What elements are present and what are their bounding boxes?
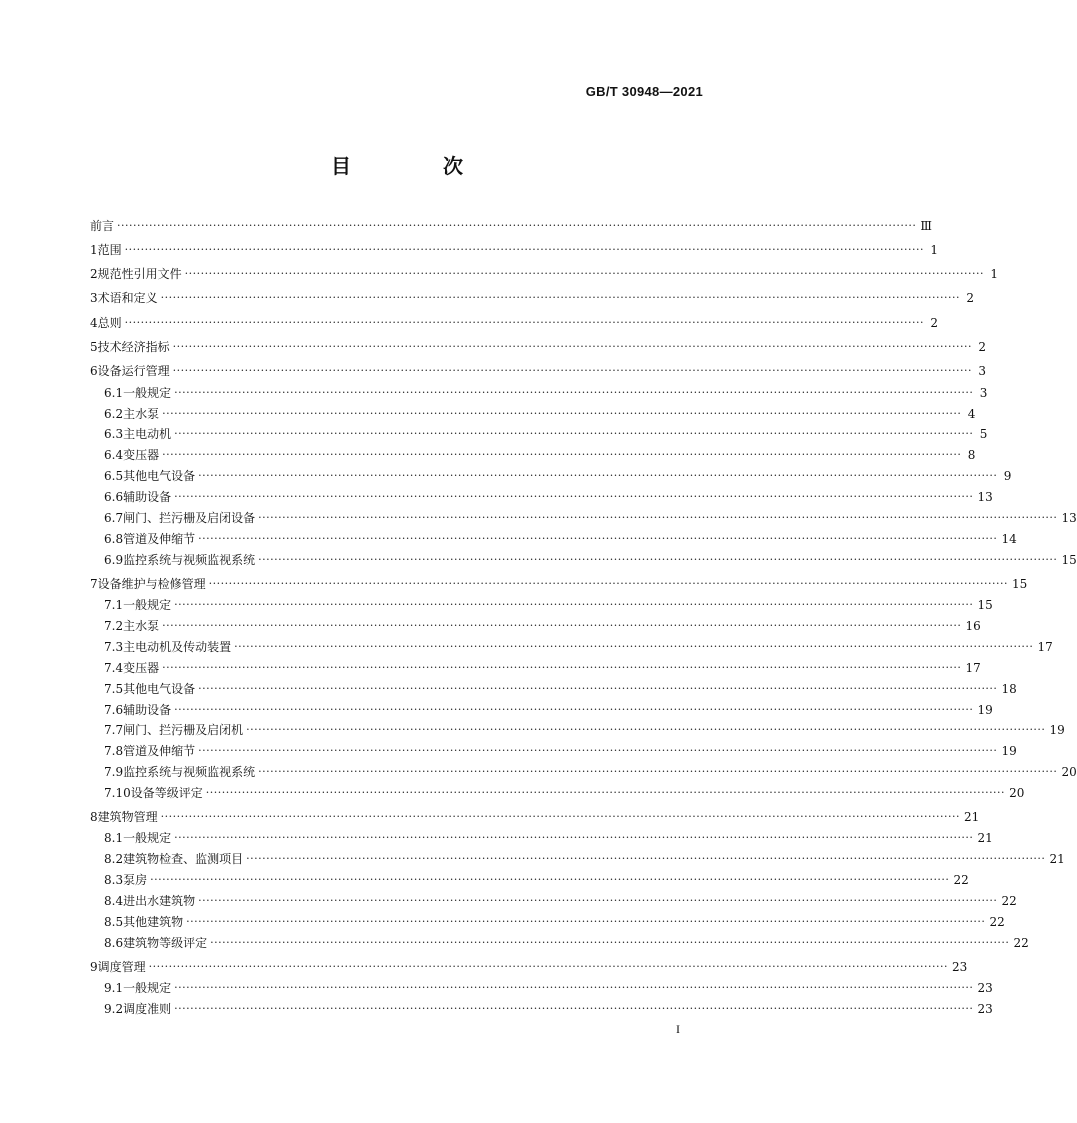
toc-entry-page: 15 <box>977 598 993 612</box>
toc-entry-title: 技术经济指标 <box>97 340 170 354</box>
toc-entry-number: 7.2 <box>104 619 124 633</box>
toc-entry-page: 22 <box>1001 894 1017 908</box>
toc-section-entry[interactable] <box>104 700 993 720</box>
toc-entry-page: 19 <box>1049 723 1065 737</box>
toc-section-entry[interactable] <box>104 679 1017 699</box>
toc-entry-number: 7.5 <box>104 682 124 696</box>
toc-entry-number: 6.2 <box>104 407 124 421</box>
toc-entry-title: 调度管理 <box>97 960 146 974</box>
toc-dot-leader: ········································································································································································································ <box>184 267 984 280</box>
toc-entry-number: 6.3 <box>104 427 124 441</box>
toc-entry-title: 建筑物检查、监测项目 <box>123 852 244 866</box>
toc-dot-leader: ········································································································································································································ <box>174 1002 974 1015</box>
toc-entry-page: 3 <box>979 386 988 400</box>
toc-section-entry[interactable] <box>104 616 981 636</box>
toc-entry-page: 1 <box>930 243 938 257</box>
toc-section-entry[interactable] <box>104 424 988 444</box>
toc-dot-leader: ········································································································································································································ <box>174 386 974 399</box>
toc-entry-title: 闸门、拦污栅及启闭机 <box>123 723 244 737</box>
toc-entry-number: 7.6 <box>104 703 124 717</box>
toc-dot-leader: ········································································································································································································ <box>117 219 917 232</box>
toc-entry-number: 6.9 <box>104 553 124 567</box>
toc-entry-title: 主水泵 <box>123 619 160 633</box>
toc-entry-page: 15 <box>1061 553 1077 567</box>
toc-entry-title: 一般规定 <box>123 831 172 845</box>
toc-dot-leader: ········································································································································································································ <box>198 682 998 695</box>
toc-chapter-entry[interactable] <box>90 288 974 308</box>
toc-dot-leader: ········································································································································································································ <box>186 915 986 928</box>
toc-entry-title: 术语和定义 <box>97 291 158 305</box>
toc-section-entry[interactable] <box>104 508 1077 528</box>
toc-entry-page: 20 <box>1061 765 1077 779</box>
toc-entry-page: 14 <box>1001 532 1017 546</box>
toc-dot-leader: ········································································································································································································ <box>162 448 962 461</box>
toc-entry-page: 16 <box>965 619 981 633</box>
toc-entry-page: 15 <box>1011 577 1028 591</box>
toc-entry-page: 20 <box>1009 786 1025 800</box>
toc-section-entry[interactable] <box>104 870 969 890</box>
toc-section-entry[interactable] <box>104 849 1065 869</box>
toc-entry-title: 设备等级评定 <box>130 786 203 800</box>
document-code: GB/T 30948—2021 <box>585 84 703 99</box>
toc-dot-leader: ········································································································································································································ <box>246 852 1046 865</box>
toc-entry-number: 4 <box>90 316 98 330</box>
toc-entry-number: 7 <box>90 577 98 591</box>
toc-entry-number: 7.1 <box>104 598 124 612</box>
toc-entry-number: 9.1 <box>104 981 124 995</box>
toc-entry-number: 3 <box>90 291 98 305</box>
toc-section-entry[interactable] <box>104 741 1017 761</box>
toc-dot-leader: ········································································································································································································ <box>258 553 1058 566</box>
toc-entry-title: 主电动机及传动装置 <box>123 640 232 654</box>
toc-entry-title: 前言 <box>90 219 115 233</box>
toc-entry-title: 管道及伸缩节 <box>123 744 196 758</box>
toc-entry-number: 6 <box>90 364 98 378</box>
toc-section-entry[interactable] <box>104 720 1065 740</box>
toc-dot-leader: ········································································································································································································ <box>258 765 1058 778</box>
toc-dot-leader: ········································································································································································································ <box>246 723 1046 736</box>
toc-chapter-entry[interactable] <box>90 313 938 333</box>
toc-dot-leader: ········································································································································································································ <box>174 598 974 611</box>
toc-entry-number: 6.4 <box>104 448 124 462</box>
toc-entry-page: 2 <box>966 291 974 305</box>
toc-entry-number: 8.2 <box>104 852 124 866</box>
toc-dot-leader: ········································································································································································································ <box>234 640 1034 653</box>
toc-dot-leader: ········································································································································································································ <box>162 661 962 674</box>
toc-entry-title: 监控系统与视频监视系统 <box>123 553 256 567</box>
page-number: I <box>676 1022 680 1036</box>
toc-entry-title: 设备运行管理 <box>97 364 170 378</box>
toc-entry-title: 总则 <box>97 316 122 330</box>
toc-section-entry[interactable] <box>104 658 981 678</box>
toc-entry-number: 8.6 <box>104 936 124 950</box>
toc-entry-page: 8 <box>967 448 976 462</box>
toc-section-entry[interactable] <box>104 912 1005 932</box>
toc-entry-page: 17 <box>965 661 981 675</box>
toc-entry-number: 7.4 <box>104 661 124 675</box>
toc-entry-number: 6.6 <box>104 490 124 504</box>
toc-entry-page: 22 <box>1013 936 1029 950</box>
toc-entry-page: 18 <box>1001 682 1017 696</box>
toc-chapter-entry[interactable] <box>90 240 938 260</box>
toc-entry-number: 7.10 <box>104 786 131 800</box>
toc-entry-number: 7.9 <box>104 765 124 779</box>
toc-section-entry[interactable] <box>104 445 976 465</box>
toc-entry-page: 1 <box>990 267 998 281</box>
toc-entry-number: 8 <box>90 810 98 824</box>
toc-entry-page: 21 <box>977 831 993 845</box>
toc-dot-leader: ········································································································································································································ <box>162 619 962 632</box>
toc-entry-title: 设备维护与检修管理 <box>97 577 206 591</box>
toc-dot-leader: ········································································································································································································ <box>208 577 1008 590</box>
toc-entry-number: 7.7 <box>104 723 124 737</box>
toc-entry-page: 22 <box>953 873 969 887</box>
toc-entry-number: 6.7 <box>104 511 124 525</box>
toc-section-entry[interactable] <box>104 550 1077 570</box>
toc-entry-number: 8.3 <box>104 873 124 887</box>
toc-dot-leader: ········································································································································································································ <box>198 532 998 545</box>
toc-dot-leader: ········································································································································································································ <box>174 427 974 440</box>
toc-entry-title: 主电动机 <box>123 427 172 441</box>
toc-dot-leader: ········································································································································································································ <box>174 981 974 994</box>
toc-section-entry[interactable] <box>104 933 1029 953</box>
toc-dot-leader: ········································································································································································································ <box>174 831 974 844</box>
toc-entry-number: 6.1 <box>104 386 124 400</box>
toc-entry-title: 进出水建筑物 <box>123 894 196 908</box>
toc-dot-leader: ········································································································································································································ <box>160 810 960 823</box>
toc-entry-title: 辅助设备 <box>123 703 172 717</box>
toc-entry-page: 3 <box>978 364 986 378</box>
toc-section-entry[interactable] <box>104 383 988 403</box>
toc-entry-number: 6.5 <box>104 469 124 483</box>
toc-entry-title: 其他电气设备 <box>123 682 196 696</box>
toc-entry-title: 一般规定 <box>123 981 172 995</box>
toc-entry-page: 5 <box>979 427 988 441</box>
toc-entry-title: 管道及伸缩节 <box>123 532 196 546</box>
toc-entry-title: 闸门、拦污栅及启闭设备 <box>123 511 256 525</box>
toc-entry-title: 范围 <box>97 243 122 257</box>
toc-entry-page: 9 <box>1003 469 1012 483</box>
toc-entry-page: 23 <box>977 981 993 995</box>
toc-chapter-entry[interactable] <box>90 264 998 284</box>
toc-chapter-entry[interactable] <box>90 957 968 977</box>
toc-entry-page: 21 <box>963 810 980 824</box>
toc-dot-leader: ········································································································································································································ <box>198 894 998 907</box>
toc-section-entry[interactable] <box>104 487 993 507</box>
toc-dot-leader: ········································································································································································································ <box>198 744 998 757</box>
toc-entry-title: 泵房 <box>123 873 148 887</box>
toc-entry-page: 13 <box>977 490 993 504</box>
toc-entry-page: 21 <box>1049 852 1065 866</box>
toc-entry-title: 一般规定 <box>123 386 172 400</box>
toc-entry-number: 8.1 <box>104 831 124 845</box>
toc-entry-number: 7.3 <box>104 640 124 654</box>
toc-section-entry[interactable] <box>104 529 1017 549</box>
toc-entry-title: 变压器 <box>123 448 160 462</box>
toc-entry-page: 23 <box>951 960 968 974</box>
toc-entry-number: 7.8 <box>104 744 124 758</box>
toc-entry-number: 5 <box>90 340 98 354</box>
toc-section-entry[interactable] <box>104 762 1077 782</box>
toc-entry-title: 变压器 <box>123 661 160 675</box>
toc-entry-page: 13 <box>1061 511 1077 525</box>
toc-entry-title: 规范性引用文件 <box>97 267 182 281</box>
toc-entry-title: 建筑物等级评定 <box>123 936 208 950</box>
toc-entry-page: 22 <box>989 915 1005 929</box>
toc-entry-page: Ⅲ <box>920 219 932 233</box>
toc-dot-leader: ········································································································································································································ <box>210 936 1010 949</box>
toc-section-entry[interactable] <box>104 466 1012 486</box>
toc-dot-leader: ········································································································································································································ <box>172 340 972 353</box>
toc-dot-leader: ········································································································································································································ <box>160 291 960 304</box>
toc-dot-leader: ········································································································································································································ <box>150 873 950 886</box>
toc-entry-number: 1 <box>90 243 98 257</box>
toc-entry-title: 调度准则 <box>123 1002 172 1016</box>
toc-entry-page: 2 <box>930 316 938 330</box>
toc-entry-title: 辅助设备 <box>123 490 172 504</box>
toc-dot-leader: ········································································································································································································ <box>124 243 924 256</box>
toc-entry-page: 17 <box>1037 640 1053 654</box>
toc-entry-number: 8.5 <box>104 915 124 929</box>
toc-entry-title: 主水泵 <box>123 407 160 421</box>
toc-entry-title: 其他建筑物 <box>123 915 184 929</box>
toc-entry-title: 监控系统与视频监视系统 <box>123 765 256 779</box>
toc-entry-page: 2 <box>978 340 986 354</box>
toc-dot-leader: ········································································································································································································ <box>205 786 1006 799</box>
toc-dot-leader: ········································································································································································································ <box>172 364 972 377</box>
toc-section-entry[interactable] <box>104 891 1017 911</box>
toc-entry-page: 23 <box>977 1002 993 1016</box>
toc-chapter-entry[interactable] <box>90 216 932 236</box>
toc-entry-number: 2 <box>90 267 98 281</box>
toc-dot-leader: ········································································································································································································ <box>124 316 924 329</box>
toc-entry-number: 6.8 <box>104 532 124 546</box>
toc-chapter-entry[interactable] <box>90 807 980 827</box>
toc-entry-number: 8.4 <box>104 894 124 908</box>
page-title: 目 次 <box>331 154 499 178</box>
toc-entry-page: 19 <box>977 703 993 717</box>
toc-chapter-entry[interactable] <box>90 574 1028 594</box>
toc-dot-leader: ········································································································································································································ <box>148 960 948 973</box>
toc-dot-leader: ········································································································································································································ <box>174 490 974 503</box>
toc-entry-title: 一般规定 <box>123 598 172 612</box>
toc-section-entry[interactable] <box>104 783 1025 803</box>
toc-entry-title: 其他电气设备 <box>123 469 196 483</box>
toc-dot-leader: ········································································································································································································ <box>198 469 998 482</box>
toc-entry-page: 19 <box>1001 744 1017 758</box>
toc-entry-number: 9 <box>90 960 98 974</box>
toc-section-entry[interactable] <box>104 637 1053 657</box>
toc-section-entry[interactable] <box>104 828 993 848</box>
toc-dot-leader: ········································································································································································································ <box>162 407 962 420</box>
toc-section-entry[interactable] <box>104 404 976 424</box>
toc-section-entry[interactable] <box>104 999 993 1019</box>
toc-section-entry[interactable] <box>104 595 993 615</box>
toc-chapter-entry[interactable] <box>90 337 986 357</box>
toc-entry-title: 建筑物管理 <box>97 810 158 824</box>
toc-dot-leader: ········································································································································································································ <box>258 511 1058 524</box>
toc-chapter-entry[interactable] <box>90 361 986 381</box>
toc-section-entry[interactable] <box>104 978 993 998</box>
toc-dot-leader: ········································································································································································································ <box>174 703 974 716</box>
toc-entry-number: 9.2 <box>104 1002 124 1016</box>
toc-entry-page: 4 <box>967 407 976 421</box>
